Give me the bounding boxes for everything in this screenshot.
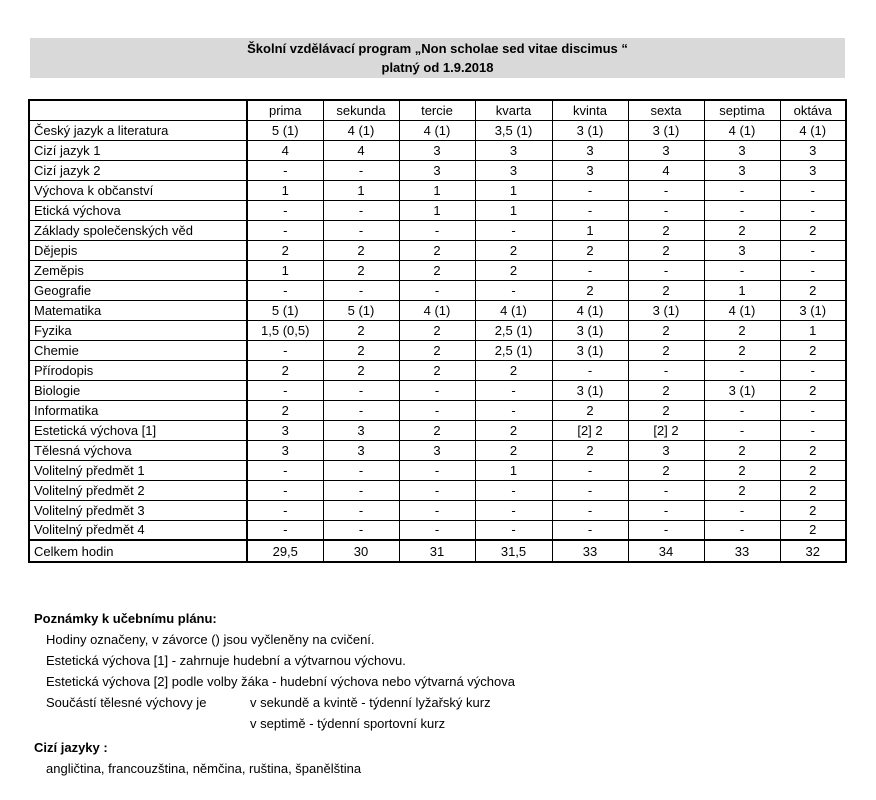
hours-cell: 2: [628, 320, 704, 340]
note-line: Estetická výchova [2] podle volby žáka - hudební výchova nebo výtvarná výchova: [46, 674, 515, 689]
column-header: sexta: [628, 100, 704, 120]
table-row: [29, 360, 846, 380]
hours-cell: 5 (1): [247, 300, 323, 320]
hours-cell: -: [323, 200, 399, 220]
table-row: [29, 340, 846, 360]
hours-cell: -: [323, 500, 399, 520]
hours-cell: 2: [247, 360, 323, 380]
hours-cell: 2: [399, 240, 475, 260]
hours-cell: 2: [323, 240, 399, 260]
hours-cell: 3: [247, 420, 323, 440]
hours-cell: -: [399, 400, 475, 420]
hours-cell: 3: [780, 140, 846, 160]
hours-cell: 2: [704, 320, 780, 340]
document-subtitle: platný od 1.9.2018: [381, 60, 494, 75]
table-row: [29, 320, 846, 340]
hours-cell: -: [628, 200, 704, 220]
subject-cell: Volitelný předmět 4: [29, 520, 247, 540]
hours-cell: 2: [323, 360, 399, 380]
subject-cell: Cizí jazyk 1: [29, 140, 247, 160]
subject-cell: Tělesná výchova: [29, 440, 247, 460]
hours-cell: 2: [399, 260, 475, 280]
hours-cell: -: [247, 340, 323, 360]
hours-cell: -: [323, 380, 399, 400]
hours-cell: -: [704, 420, 780, 440]
subject-cell: Cizí jazyk 2: [29, 160, 247, 180]
subject-cell: Volitelný předmět 2: [29, 480, 247, 500]
hours-cell: 3: [475, 140, 552, 160]
subject-cell: Český jazyk a literatura: [29, 120, 247, 140]
hours-cell: 2: [628, 220, 704, 240]
hours-cell: 2: [780, 380, 846, 400]
hours-cell: 33: [552, 540, 628, 562]
hours-cell: -: [704, 360, 780, 380]
hours-cell: 2: [399, 420, 475, 440]
hours-cell: 5 (1): [247, 120, 323, 140]
hours-cell: -: [704, 260, 780, 280]
hours-cell: 3: [475, 160, 552, 180]
table-row: [29, 200, 846, 220]
note-text: Součástí tělesné výchovy je: [46, 695, 207, 710]
hours-cell: 2: [475, 360, 552, 380]
hours-cell: 2: [552, 240, 628, 260]
hours-cell: 2: [780, 460, 846, 480]
hours-cell: 4 (1): [399, 120, 475, 140]
subject-cell: Přírodopis: [29, 360, 247, 380]
hours-cell: 34: [628, 540, 704, 562]
languages-heading: Cizí jazyky :: [34, 740, 108, 755]
note-text: v sekundě a kvintě - týdenní lyžařský kurz: [250, 695, 491, 710]
hours-cell: 2: [780, 500, 846, 520]
hours-cell: -: [552, 520, 628, 540]
hours-cell: -: [552, 460, 628, 480]
hours-cell: -: [704, 500, 780, 520]
hours-cell: 1,5 (0,5): [247, 320, 323, 340]
hours-cell: [2] 2: [552, 420, 628, 440]
hours-cell: 32: [780, 540, 846, 562]
hours-cell: 2: [628, 380, 704, 400]
table-row: [29, 260, 846, 280]
hours-cell: -: [552, 500, 628, 520]
hours-cell: 3: [704, 160, 780, 180]
hours-cell: 1: [399, 200, 475, 220]
hours-cell: 1: [475, 180, 552, 200]
hours-cell: -: [323, 280, 399, 300]
hours-cell: -: [323, 460, 399, 480]
hours-cell: 2: [628, 460, 704, 480]
hours-cell: -: [780, 200, 846, 220]
hours-cell: 3: [323, 440, 399, 460]
subject-cell: Výchova k občanství: [29, 180, 247, 200]
hours-cell: 2: [475, 420, 552, 440]
hours-cell: 2: [780, 440, 846, 460]
hours-cell: -: [628, 180, 704, 200]
hours-cell: 2: [552, 280, 628, 300]
hours-cell: 2: [628, 280, 704, 300]
table-row: [29, 480, 846, 500]
hours-cell: 2: [628, 240, 704, 260]
hours-cell: -: [780, 420, 846, 440]
subject-cell: Volitelný předmět 1: [29, 460, 247, 480]
hours-cell: -: [247, 500, 323, 520]
hours-cell: -: [323, 520, 399, 540]
hours-cell: -: [475, 380, 552, 400]
hours-cell: -: [475, 480, 552, 500]
hours-cell: -: [552, 360, 628, 380]
hours-cell: -: [704, 180, 780, 200]
hours-cell: -: [628, 360, 704, 380]
table-row: [29, 180, 846, 200]
hours-cell: -: [247, 520, 323, 540]
note-line: [34, 713, 515, 734]
hours-cell: 3 (1): [628, 120, 704, 140]
subject-cell: Estetická výchova [1]: [29, 420, 247, 440]
subject-cell: Etická výchova: [29, 200, 247, 220]
hours-cell: -: [247, 460, 323, 480]
hours-cell: -: [552, 260, 628, 280]
hours-cell: 3 (1): [780, 300, 846, 320]
hours-cell: 3 (1): [552, 120, 628, 140]
hours-cell: -: [399, 280, 475, 300]
hours-cell: 31,5: [475, 540, 552, 562]
hours-cell: 2: [323, 320, 399, 340]
hours-cell: [2] 2: [628, 420, 704, 440]
subject-cell: Fyzika: [29, 320, 247, 340]
hours-cell: 2: [780, 480, 846, 500]
hours-cell: -: [780, 400, 846, 420]
hours-cell: 1: [247, 180, 323, 200]
hours-cell: -: [628, 260, 704, 280]
total-row: [29, 540, 846, 562]
hours-cell: -: [628, 520, 704, 540]
table-row: [29, 300, 846, 320]
hours-cell: -: [399, 480, 475, 500]
table-row: [29, 240, 846, 260]
curriculum-table: [28, 99, 847, 563]
hours-cell: -: [247, 160, 323, 180]
hours-cell: 1: [552, 220, 628, 240]
hours-cell: 3: [323, 420, 399, 440]
table-row: [29, 140, 846, 160]
hours-cell: 1: [704, 280, 780, 300]
hours-cell: 3: [704, 240, 780, 260]
hours-cell: 1: [247, 260, 323, 280]
hours-cell: -: [323, 480, 399, 500]
table-header-row: [29, 100, 846, 120]
hours-cell: 3: [399, 140, 475, 160]
hours-cell: 2: [247, 240, 323, 260]
hours-cell: 4: [628, 160, 704, 180]
column-header: kvarta: [475, 100, 552, 120]
hours-cell: -: [780, 240, 846, 260]
hours-cell: 4 (1): [704, 300, 780, 320]
notes-heading: Poznámky k učebnímu plánu:: [34, 611, 217, 626]
hours-cell: -: [552, 200, 628, 220]
hours-cell: 3 (1): [552, 340, 628, 360]
hours-cell: 1: [780, 320, 846, 340]
hours-cell: 2: [399, 340, 475, 360]
hours-cell: 3: [628, 140, 704, 160]
hours-cell: 2: [704, 460, 780, 480]
hours-cell: 4: [323, 140, 399, 160]
table-row: [29, 120, 846, 140]
hours-cell: -: [628, 480, 704, 500]
hours-cell: 4 (1): [704, 120, 780, 140]
notes-section: [34, 608, 515, 779]
subject-cell: Volitelný předmět 3: [29, 500, 247, 520]
hours-cell: 2: [552, 400, 628, 420]
hours-cell: -: [399, 460, 475, 480]
hours-cell: -: [552, 480, 628, 500]
table-row: [29, 520, 846, 540]
column-header: oktáva: [780, 100, 846, 120]
hours-cell: -: [475, 280, 552, 300]
hours-cell: -: [247, 480, 323, 500]
hours-cell: -: [323, 160, 399, 180]
note-line: Hodiny označeny, v závorce () jsou vyčleněny na cvičení.: [46, 632, 375, 647]
hours-cell: -: [475, 220, 552, 240]
hours-cell: -: [704, 200, 780, 220]
hours-cell: 2: [399, 360, 475, 380]
hours-cell: 3: [552, 160, 628, 180]
languages-list: angličtina, francouzština, němčina, ruština, španělština: [46, 761, 362, 776]
hours-cell: 4: [247, 140, 323, 160]
column-header: sekunda: [323, 100, 399, 120]
hours-cell: 3 (1): [552, 320, 628, 340]
hours-cell: 30: [323, 540, 399, 562]
hours-cell: 2: [475, 260, 552, 280]
hours-cell: -: [780, 180, 846, 200]
hours-cell: -: [475, 520, 552, 540]
hours-cell: -: [475, 500, 552, 520]
hours-cell: -: [323, 400, 399, 420]
hours-cell: 4 (1): [475, 300, 552, 320]
hours-cell: 2: [704, 340, 780, 360]
hours-cell: -: [780, 360, 846, 380]
subject-cell: Informatika: [29, 400, 247, 420]
document-title: Školní vzdělávací program „Non scholae sed vitae discimus “: [247, 41, 628, 56]
hours-cell: 2: [475, 440, 552, 460]
hours-cell: 2: [704, 480, 780, 500]
hours-cell: 29,5: [247, 540, 323, 562]
hours-cell: 2: [628, 400, 704, 420]
hours-cell: 4 (1): [552, 300, 628, 320]
hours-cell: 1: [475, 200, 552, 220]
table-row: [29, 500, 846, 520]
hours-cell: -: [628, 500, 704, 520]
hours-cell: 3: [704, 140, 780, 160]
note-line: [34, 692, 515, 713]
hours-cell: -: [704, 520, 780, 540]
subject-cell: Celkem hodin: [29, 540, 247, 562]
hours-cell: 2: [323, 260, 399, 280]
hours-cell: -: [247, 380, 323, 400]
table-row: [29, 380, 846, 400]
hours-cell: 2: [780, 220, 846, 240]
hours-cell: 2: [780, 340, 846, 360]
column-header: prima: [247, 100, 323, 120]
hours-cell: -: [399, 520, 475, 540]
hours-cell: 3: [780, 160, 846, 180]
note-text: v septimě - týdenní sportovní kurz: [250, 716, 446, 731]
hours-cell: 3 (1): [704, 380, 780, 400]
column-header: septima: [704, 100, 780, 120]
hours-cell: 3: [399, 440, 475, 460]
table-row: [29, 440, 846, 460]
hours-cell: -: [247, 200, 323, 220]
column-header: tercie: [399, 100, 475, 120]
hours-cell: 1: [399, 180, 475, 200]
hours-cell: -: [704, 400, 780, 420]
hours-cell: 2: [552, 440, 628, 460]
hours-cell: 3: [552, 140, 628, 160]
hours-cell: 33: [704, 540, 780, 562]
hours-cell: 4 (1): [323, 120, 399, 140]
subject-cell: Zeměpis: [29, 260, 247, 280]
subject-cell: Biologie: [29, 380, 247, 400]
hours-cell: 2: [780, 280, 846, 300]
table-row: [29, 220, 846, 240]
hours-cell: 2: [704, 440, 780, 460]
column-header: [29, 100, 247, 120]
hours-cell: -: [399, 500, 475, 520]
table-row: [29, 460, 846, 480]
hours-cell: 3: [628, 440, 704, 460]
table-row: [29, 400, 846, 420]
document-title-box: [30, 38, 845, 78]
subject-cell: Chemie: [29, 340, 247, 360]
subject-cell: Geografie: [29, 280, 247, 300]
hours-cell: 31: [399, 540, 475, 562]
table-row: [29, 420, 846, 440]
hours-cell: 2: [475, 240, 552, 260]
hours-cell: -: [780, 260, 846, 280]
subject-cell: Matematika: [29, 300, 247, 320]
hours-cell: -: [475, 400, 552, 420]
hours-cell: 3 (1): [552, 380, 628, 400]
hours-cell: 3 (1): [628, 300, 704, 320]
hours-cell: 2: [704, 220, 780, 240]
hours-cell: -: [247, 280, 323, 300]
hours-cell: 2: [323, 340, 399, 360]
hours-cell: 2,5 (1): [475, 320, 552, 340]
hours-cell: 2: [780, 520, 846, 540]
hours-cell: -: [552, 180, 628, 200]
hours-cell: 1: [475, 460, 552, 480]
hours-cell: 4 (1): [399, 300, 475, 320]
hours-cell: -: [399, 220, 475, 240]
hours-cell: 2: [628, 340, 704, 360]
hours-cell: 2: [399, 320, 475, 340]
hours-cell: -: [399, 380, 475, 400]
subject-cell: Dějepis: [29, 240, 247, 260]
table-row: [29, 160, 846, 180]
hours-cell: -: [247, 220, 323, 240]
hours-cell: -: [323, 220, 399, 240]
hours-cell: 3: [247, 440, 323, 460]
note-line: Estetická výchova [1] - zahrnuje hudební a výtvarnou výchovu.: [46, 653, 406, 668]
hours-cell: 2: [247, 400, 323, 420]
hours-cell: 4 (1): [780, 120, 846, 140]
subject-cell: Základy společenských věd: [29, 220, 247, 240]
hours-cell: 3,5 (1): [475, 120, 552, 140]
table-row: [29, 280, 846, 300]
column-header: kvinta: [552, 100, 628, 120]
hours-cell: 3: [399, 160, 475, 180]
hours-cell: 5 (1): [323, 300, 399, 320]
hours-cell: 1: [323, 180, 399, 200]
hours-cell: 2,5 (1): [475, 340, 552, 360]
